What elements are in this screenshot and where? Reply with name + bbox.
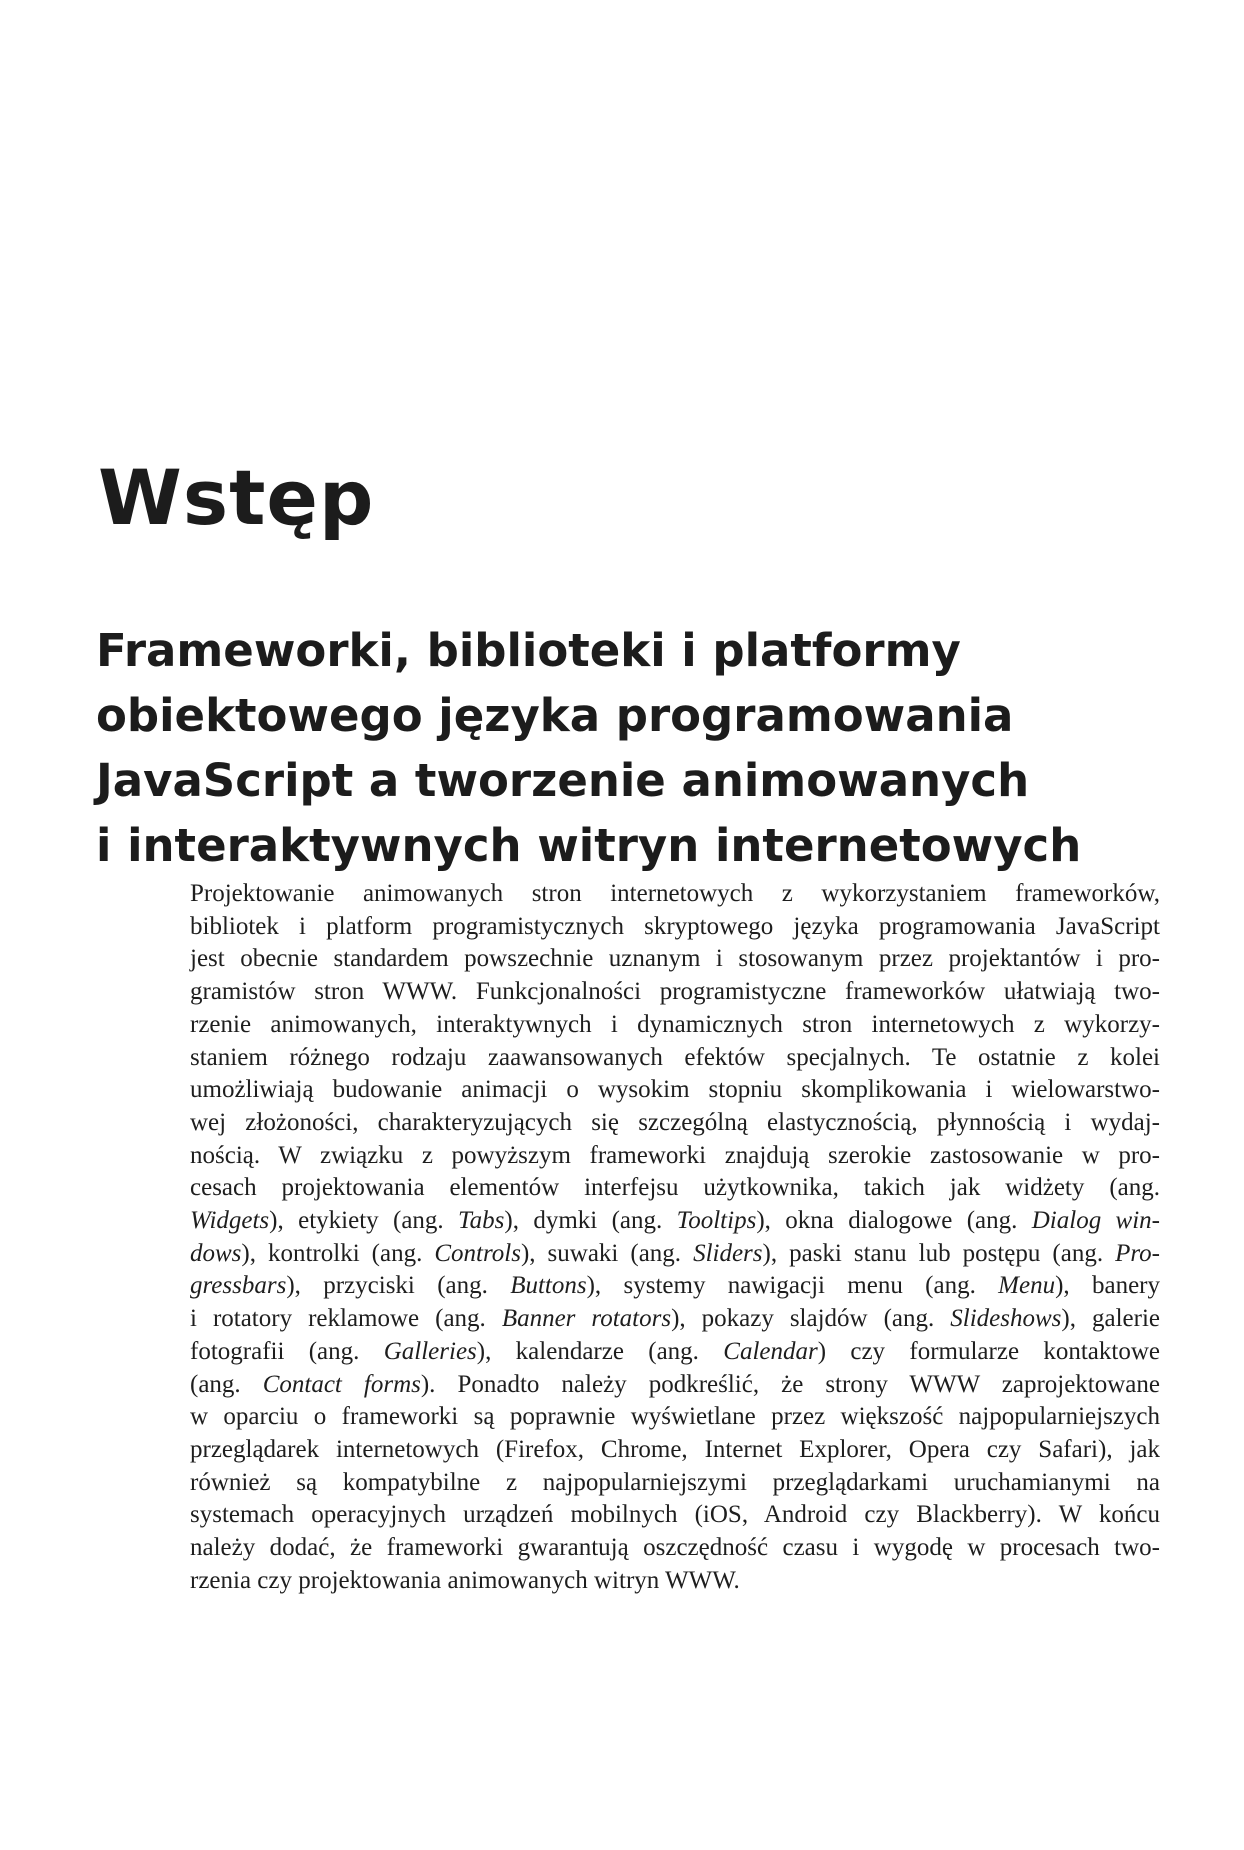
english-term: Pro- — [1115, 1239, 1160, 1267]
paragraph-line: staniem różnego rodzaju zaawansowanych efektów specjalnych. Te ostatnie z kolei — [190, 1043, 1160, 1071]
english-term: Contact forms — [262, 1370, 421, 1398]
english-term: Galleries — [383, 1337, 477, 1365]
paragraph-line: umożliwiają budowanie animacji o wysokim stopniu skomplikowania i wielowarstwo- — [190, 1076, 1160, 1104]
paragraph-line: dows), kontrolki (ang. Controls), suwaki (ang. Sliders), paski stanu lub postępu (ang. Pro- — [190, 1239, 1160, 1267]
section-heading-line: JavaScript a tworzenie animowanych — [96, 754, 1030, 807]
english-term: Buttons — [510, 1272, 587, 1300]
english-term: Sliders — [693, 1239, 763, 1267]
paragraph-line: rzenie animowanych, interaktywnych i dynamicznych stron internetowych z wykorzy- — [190, 1010, 1160, 1038]
english-term: Slideshows — [950, 1305, 1062, 1333]
paragraph-line: bibliotek i platform programistycznych skryptowego języka programowania JavaScript — [190, 912, 1160, 940]
paragraph-line: Widgets), etykiety (ang. Tabs), dymki (ang. Tooltips), okna dialogowe (ang. Dialog win- — [190, 1207, 1161, 1235]
paragraph-line: jest obecnie standardem powszechnie uznanym i stosowanym przez projektantów i pro- — [190, 945, 1160, 973]
paragraph-line: wej złożoności, charakteryzujących się szczególną elastycznością, płynnością i wydaj- — [190, 1108, 1160, 1136]
paragraph-line: gressbars), przyciski (ang. Buttons), systemy nawigacji menu (ang. Menu), banery — [190, 1272, 1160, 1300]
paragraph-line: również są kompatybilne z najpopularniejszymi przeglądarkami uruchamianymi na — [190, 1468, 1160, 1496]
english-term: Widgets — [190, 1207, 270, 1235]
section-heading-line: i interaktywnych witryn internetowych — [96, 819, 1082, 872]
english-term: Banner rotators — [501, 1305, 672, 1333]
paragraph-line: rzenia czy projektowania animowanych witryn WWW. — [190, 1566, 740, 1594]
english-term: Calendar — [723, 1337, 818, 1365]
paragraph-line: przeglądarek internetowych (Firefox, Chrome, Internet Explorer, Opera czy Safari), jak — [190, 1435, 1160, 1463]
paragraph-line: i rotatory reklamowe (ang. Banner rotators), pokazy slajdów (ang. Slideshows), galerie — [190, 1305, 1160, 1333]
paragraph-line: fotografii (ang. Galleries), kalendarze (ang. Calendar) czy formularze kontaktowe — [190, 1337, 1161, 1365]
section-heading-line: Frameworki, biblioteki i platformy — [96, 624, 961, 677]
body-paragraph — [190, 878, 1160, 1597]
section-heading-line: obiektowego języka programowania — [96, 689, 1014, 742]
english-term: Menu — [998, 1272, 1056, 1300]
paragraph-line: Projektowanie animowanych stron internetowych z wykorzystaniem frameworków, — [190, 880, 1160, 907]
english-term: Tabs — [458, 1207, 505, 1235]
paragraph-line: (ang. Contact forms). Ponadto należy podkreślić, że strony WWW zaprojektowane — [190, 1370, 1161, 1398]
paragraph-line: systemach operacyjnych urządzeń mobilnych (iOS, Android czy Blackberry). W końcu — [190, 1501, 1160, 1529]
english-term: Dialog win- — [1031, 1207, 1161, 1235]
paragraph-line: należy dodać, że frameworki gwarantują oszczędność czasu i wygodę w procesach two- — [190, 1534, 1160, 1562]
english-term: dows — [190, 1239, 242, 1267]
chapter-title: Wstęp — [98, 453, 375, 542]
paragraph-line: gramistów stron WWW. Funkcjonalności programistyczne frameworków ułatwiają two- — [190, 978, 1160, 1006]
paragraph-line: w oparciu o frameworki są poprawnie wyświetlane przez większość najpopularniejszych — [190, 1403, 1160, 1431]
paragraph-line: nością. W związku z powyższym frameworki znajdują szerokie zastosowanie w pro- — [190, 1141, 1160, 1169]
english-term: Controls — [434, 1239, 521, 1267]
english-term: Tooltips — [676, 1207, 757, 1235]
section-heading — [96, 618, 1176, 878]
paragraph-line: cesach projektowania elementów interfejsu użytkownika, takich jak widżety (ang. — [190, 1174, 1160, 1202]
english-term: gressbars — [190, 1272, 287, 1300]
